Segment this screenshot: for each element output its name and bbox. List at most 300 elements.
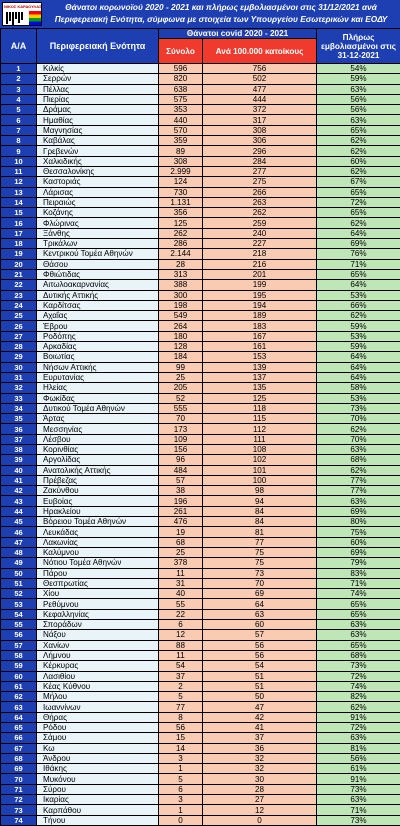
row-number: 2: [1, 74, 37, 84]
region-name: Ρόδου: [37, 723, 159, 733]
deaths-per-100k: 42: [203, 712, 317, 722]
deaths-per-100k: 84: [203, 517, 317, 527]
deaths-total: 476: [159, 517, 203, 527]
deaths-total: 54: [159, 661, 203, 671]
vaccinated-percent: 62%: [317, 311, 400, 321]
deaths-total: 308: [159, 156, 203, 166]
deaths-per-100k: 63: [203, 609, 317, 619]
table-row: [1, 311, 400, 321]
deaths-total: 56: [159, 723, 203, 733]
deaths-per-100k: 308: [203, 125, 317, 135]
table-row: [1, 486, 400, 496]
table-row: [1, 661, 400, 671]
region-name: Βοιωτίας: [37, 352, 159, 362]
deaths-total: 52: [159, 393, 203, 403]
region-name: Ζακύνθου: [37, 486, 159, 496]
deaths-per-100k: 32: [203, 764, 317, 774]
vaccinated-percent: 65%: [317, 640, 400, 650]
deaths-per-100k: 266: [203, 187, 317, 197]
deaths-total: 5: [159, 692, 203, 702]
vaccinated-percent: 76%: [317, 249, 400, 259]
deaths-per-100k: 161: [203, 342, 317, 352]
region-name: Ιωαννίνων: [37, 702, 159, 712]
vaccinated-percent: 65%: [317, 269, 400, 279]
table-row: [1, 733, 400, 743]
table-row: [1, 352, 400, 362]
region-name: Αρκαδίας: [37, 342, 159, 352]
col-header-total: Σύνολο: [159, 39, 203, 64]
table-row: [1, 146, 400, 156]
row-number: 3: [1, 84, 37, 94]
row-number: 1: [1, 64, 37, 74]
vaccinated-percent: 74%: [317, 589, 400, 599]
deaths-per-100k: 296: [203, 146, 317, 156]
deaths-per-100k: 12: [203, 805, 317, 815]
row-number: 28: [1, 342, 37, 352]
deaths-per-100k: 277: [203, 166, 317, 176]
table-row: [1, 125, 400, 135]
deaths-per-100k: 195: [203, 290, 317, 300]
table-row: [1, 269, 400, 279]
vaccinated-percent: 69%: [317, 506, 400, 516]
deaths-total: 388: [159, 280, 203, 290]
region-name: Έβρου: [37, 321, 159, 331]
row-number: 31: [1, 372, 37, 382]
vaccinated-percent: 54%: [317, 64, 400, 74]
deaths-total: 28: [159, 259, 203, 269]
vaccinated-percent: 64%: [317, 228, 400, 238]
table-row: [1, 774, 400, 784]
row-number: 63: [1, 702, 37, 712]
table-row: [1, 74, 400, 84]
region-name: Καρδίτσας: [37, 300, 159, 310]
vaccinated-percent: 56%: [317, 753, 400, 763]
deaths-total: 8: [159, 712, 203, 722]
deaths-per-100k: 32: [203, 753, 317, 763]
deaths-per-100k: 70: [203, 578, 317, 588]
vaccinated-percent: 63%: [317, 733, 400, 743]
table-row: [1, 94, 400, 104]
row-number: 33: [1, 393, 37, 403]
vaccinated-percent: 63%: [317, 84, 400, 94]
vaccinated-percent: 79%: [317, 558, 400, 568]
region-name: Κέρκυρας: [37, 661, 159, 671]
row-number: 15: [1, 208, 37, 218]
deaths-total: 264: [159, 321, 203, 331]
row-number: 37: [1, 434, 37, 444]
logo-bars: [6, 12, 23, 25]
deaths-vaccination-table: [0, 28, 400, 826]
deaths-total: 19: [159, 527, 203, 537]
deaths-total: 353: [159, 105, 203, 115]
vaccinated-percent: 59%: [317, 321, 400, 331]
deaths-per-100k: 111: [203, 434, 317, 444]
region-name: Πειραιώς: [37, 197, 159, 207]
table-row: [1, 692, 400, 702]
deaths-per-100k: 73: [203, 568, 317, 578]
vaccinated-percent: 63%: [317, 444, 400, 454]
deaths-total: 14: [159, 743, 203, 753]
region-name: Κιλκίς: [37, 64, 159, 74]
row-number: 27: [1, 331, 37, 341]
vaccinated-percent: 77%: [317, 486, 400, 496]
table-row: [1, 249, 400, 259]
deaths-per-100k: 262: [203, 208, 317, 218]
deaths-total: 198: [159, 300, 203, 310]
vaccinated-percent: 83%: [317, 568, 400, 578]
region-name: Ανατολικής Αττικής: [37, 465, 159, 475]
deaths-per-100k: 56: [203, 640, 317, 650]
row-number: 5: [1, 105, 37, 115]
deaths-total: 638: [159, 84, 203, 94]
deaths-per-100k: 115: [203, 414, 317, 424]
deaths-total: 125: [159, 218, 203, 228]
deaths-per-100k: 167: [203, 331, 317, 341]
region-name: Ηλείας: [37, 383, 159, 393]
deaths-per-100k: 100: [203, 475, 317, 485]
table-row: [1, 702, 400, 712]
deaths-per-100k: 444: [203, 94, 317, 104]
deaths-per-100k: 118: [203, 403, 317, 413]
logo-text: ΝΙΚΟΣ ΚΑΡΔΟΥΛΑΣ: [4, 4, 42, 9]
vaccinated-percent: 65%: [317, 208, 400, 218]
deaths-total: 596: [159, 64, 203, 74]
vaccinated-percent: 64%: [317, 362, 400, 372]
deaths-per-100k: 502: [203, 74, 317, 84]
row-number: 10: [1, 156, 37, 166]
deaths-per-100k: 69: [203, 589, 317, 599]
row-number: 36: [1, 424, 37, 434]
vaccinated-percent: 73%: [317, 784, 400, 794]
deaths-per-100k: 137: [203, 372, 317, 382]
region-name: Αχαΐας: [37, 311, 159, 321]
deaths-per-100k: 94: [203, 496, 317, 506]
table-row: [1, 743, 400, 753]
region-name: Ιθάκης: [37, 764, 159, 774]
deaths-total: 57: [159, 475, 203, 485]
region-name: Γρεβενών: [37, 146, 159, 156]
region-name: Χίου: [37, 589, 159, 599]
deaths-per-100k: 101: [203, 465, 317, 475]
vaccinated-percent: 65%: [317, 609, 400, 619]
deaths-per-100k: 477: [203, 84, 317, 94]
region-name: Σύρου: [37, 784, 159, 794]
table-row: [1, 342, 400, 352]
deaths-total: 262: [159, 228, 203, 238]
deaths-per-100k: 57: [203, 630, 317, 640]
row-number: 47: [1, 537, 37, 547]
row-number: 58: [1, 650, 37, 660]
table-row: [1, 455, 400, 465]
table-row: [1, 187, 400, 197]
table-row: [1, 795, 400, 805]
vaccinated-percent: 63%: [317, 620, 400, 630]
vaccinated-percent: 66%: [317, 300, 400, 310]
deaths-per-100k: 84: [203, 506, 317, 516]
deaths-total: 356: [159, 208, 203, 218]
region-name: Πάρου: [37, 568, 159, 578]
region-name: Θεσσαλονίκης: [37, 166, 159, 176]
region-name: Μυκόνου: [37, 774, 159, 784]
vaccinated-percent: 71%: [317, 578, 400, 588]
vaccinated-percent: 77%: [317, 475, 400, 485]
row-number: 26: [1, 321, 37, 331]
table-row: [1, 640, 400, 650]
vaccinated-percent: 72%: [317, 723, 400, 733]
vaccinated-percent: 82%: [317, 692, 400, 702]
deaths-total: 173: [159, 424, 203, 434]
region-name: Δυτικού Τομέα Αθηνών: [37, 403, 159, 413]
deaths-per-100k: 51: [203, 681, 317, 691]
table-row: [1, 156, 400, 166]
region-name: Δυτικής Αττικής: [37, 290, 159, 300]
deaths-total: 730: [159, 187, 203, 197]
deaths-total: 1.131: [159, 197, 203, 207]
region-name: Θεσπρωτίας: [37, 578, 159, 588]
table-row: [1, 475, 400, 485]
row-number: 9: [1, 146, 37, 156]
vaccinated-percent: 65%: [317, 599, 400, 609]
deaths-total: 261: [159, 506, 203, 516]
deaths-total: 205: [159, 383, 203, 393]
vaccinated-percent: 62%: [317, 218, 400, 228]
region-name: Πιερίας: [37, 94, 159, 104]
vaccinated-percent: 75%: [317, 527, 400, 537]
table-row: [1, 496, 400, 506]
deaths-per-100k: 0: [203, 815, 317, 825]
table-row: [1, 218, 400, 228]
table-row: [1, 753, 400, 763]
deaths-per-100k: 227: [203, 239, 317, 249]
deaths-per-100k: 216: [203, 259, 317, 269]
deaths-total: 109: [159, 434, 203, 444]
row-number: 16: [1, 218, 37, 228]
deaths-per-100k: 183: [203, 321, 317, 331]
deaths-per-100k: 37: [203, 733, 317, 743]
table-body: [1, 64, 400, 826]
table-row: [1, 403, 400, 413]
region-name: Κορινθίας: [37, 444, 159, 454]
row-number: 71: [1, 784, 37, 794]
row-number: 64: [1, 712, 37, 722]
vaccinated-percent: 56%: [317, 105, 400, 115]
table-row: [1, 228, 400, 238]
row-number: 52: [1, 589, 37, 599]
vaccinated-percent: 67%: [317, 177, 400, 187]
vaccinated-percent: 62%: [317, 465, 400, 475]
table-row: [1, 208, 400, 218]
row-number: 39: [1, 455, 37, 465]
vaccinated-percent: 72%: [317, 197, 400, 207]
deaths-per-100k: 135: [203, 383, 317, 393]
deaths-total: 11: [159, 568, 203, 578]
region-name: Νήσων Αττικής: [37, 362, 159, 372]
row-number: 29: [1, 352, 37, 362]
region-name: Άρτας: [37, 414, 159, 424]
vaccinated-percent: 64%: [317, 280, 400, 290]
vaccinated-percent: 56%: [317, 94, 400, 104]
deaths-total: 37: [159, 671, 203, 681]
deaths-total: 22: [159, 609, 203, 619]
table-row: [1, 609, 400, 619]
page-title: [44, 1, 398, 25]
deaths-per-100k: 125: [203, 393, 317, 403]
vaccinated-percent: 65%: [317, 187, 400, 197]
row-number: 70: [1, 774, 37, 784]
deaths-per-100k: 112: [203, 424, 317, 434]
region-name: Λασιθίου: [37, 671, 159, 681]
region-name: Τήνου: [37, 815, 159, 825]
region-name: Καβάλας: [37, 136, 159, 146]
row-number: 67: [1, 743, 37, 753]
table-row: [1, 681, 400, 691]
region-name: Χανίων: [37, 640, 159, 650]
region-name: Φλώρινας: [37, 218, 159, 228]
deaths-total: 484: [159, 465, 203, 475]
region-name: Θήρας: [37, 712, 159, 722]
table-row: [1, 764, 400, 774]
row-number: 13: [1, 187, 37, 197]
row-number: 38: [1, 444, 37, 454]
deaths-total: 6: [159, 784, 203, 794]
table-row: [1, 784, 400, 794]
table-row: [1, 465, 400, 475]
row-number: 55: [1, 620, 37, 630]
table-row: [1, 599, 400, 609]
deaths-per-100k: 306: [203, 136, 317, 146]
col-header-deaths-group: Θάνατοι covid 2020 - 2021: [159, 29, 317, 39]
deaths-total: 31: [159, 578, 203, 588]
row-number: 17: [1, 228, 37, 238]
deaths-total: 25: [159, 372, 203, 382]
vaccinated-percent: 73%: [317, 815, 400, 825]
table-row: [1, 414, 400, 424]
deaths-per-100k: 28: [203, 784, 317, 794]
deaths-total: 184: [159, 352, 203, 362]
vaccinated-percent: 64%: [317, 372, 400, 382]
row-number: 4: [1, 94, 37, 104]
row-number: 60: [1, 671, 37, 681]
table-row: [1, 393, 400, 403]
region-name: Ηρακλείου: [37, 506, 159, 516]
vaccinated-percent: 63%: [317, 115, 400, 125]
row-number: 43: [1, 496, 37, 506]
deaths-per-100k: 108: [203, 444, 317, 454]
deaths-total: 440: [159, 115, 203, 125]
deaths-per-100k: 199: [203, 280, 317, 290]
table-row: [1, 362, 400, 372]
region-name: Καλύμνου: [37, 547, 159, 557]
vaccinated-percent: 73%: [317, 403, 400, 413]
table-row: [1, 517, 400, 527]
row-number: 11: [1, 166, 37, 176]
table-row: [1, 537, 400, 547]
vaccinated-percent: 62%: [317, 424, 400, 434]
table-row: [1, 300, 400, 310]
region-name: Ρεθύμνου: [37, 599, 159, 609]
deaths-total: 25: [159, 547, 203, 557]
row-number: 65: [1, 723, 37, 733]
deaths-total: 196: [159, 496, 203, 506]
table-row: [1, 105, 400, 115]
row-number: 57: [1, 640, 37, 650]
deaths-total: 0: [159, 815, 203, 825]
region-name: Κω: [37, 743, 159, 753]
table-row: [1, 372, 400, 382]
deaths-total: 5: [159, 774, 203, 784]
deaths-total: 1: [159, 764, 203, 774]
row-number: 62: [1, 692, 37, 702]
row-number: 19: [1, 249, 37, 259]
deaths-per-100k: 259: [203, 218, 317, 228]
row-number: 6: [1, 115, 37, 125]
region-name: Πρέβεζας: [37, 475, 159, 485]
deaths-total: 300: [159, 290, 203, 300]
vaccinated-percent: 62%: [317, 702, 400, 712]
vaccinated-percent: 62%: [317, 146, 400, 156]
table-row: [1, 115, 400, 125]
row-number: 50: [1, 568, 37, 578]
table-row: [1, 177, 400, 187]
deaths-per-100k: 56: [203, 650, 317, 660]
deaths-total: 1: [159, 805, 203, 815]
region-name: Ροδόπης: [37, 331, 159, 341]
row-number: 68: [1, 753, 37, 763]
deaths-total: 40: [159, 589, 203, 599]
vaccinated-percent: 60%: [317, 537, 400, 547]
table-row: [1, 136, 400, 146]
table-row: [1, 321, 400, 331]
table-row: [1, 547, 400, 557]
table-row: [1, 280, 400, 290]
deaths-total: 286: [159, 239, 203, 249]
region-name: Νάξου: [37, 630, 159, 640]
deaths-per-100k: 30: [203, 774, 317, 784]
vaccinated-percent: 62%: [317, 166, 400, 176]
deaths-per-100k: 50: [203, 692, 317, 702]
region-name: Κεφαλληνίας: [37, 609, 159, 619]
region-name: Ευρυτανίας: [37, 372, 159, 382]
deaths-per-100k: 51: [203, 671, 317, 681]
vaccinated-percent: 81%: [317, 743, 400, 753]
table-row: [1, 84, 400, 94]
col-header-vaccinated: Πλήρως εμβολιασμένοι στις 31-12-2021: [317, 29, 400, 64]
table-row: [1, 671, 400, 681]
deaths-total: 570: [159, 125, 203, 135]
table-row: [1, 630, 400, 640]
vaccinated-percent: 71%: [317, 259, 400, 269]
region-name: Αιτωλοακαρνανίας: [37, 280, 159, 290]
row-number: 74: [1, 815, 37, 825]
vaccinated-percent: 69%: [317, 239, 400, 249]
table-row: [1, 527, 400, 537]
row-number: 7: [1, 125, 37, 135]
deaths-total: 2.144: [159, 249, 203, 259]
table-row: [1, 805, 400, 815]
vaccinated-percent: 63%: [317, 630, 400, 640]
title-line-2: Περιφερειακή Ενότητα, σύμφωνα με στοιχεία των Υπουργείου Εσωτερικών και ΕΟΔΥ: [44, 13, 398, 25]
table-row: [1, 383, 400, 393]
author-logo: [2, 2, 42, 26]
row-number: 32: [1, 383, 37, 393]
vaccinated-percent: 61%: [317, 764, 400, 774]
region-name: Μαγνησίας: [37, 125, 159, 135]
deaths-total: 3: [159, 795, 203, 805]
deaths-total: 128: [159, 342, 203, 352]
vaccinated-percent: 70%: [317, 414, 400, 424]
table-row: [1, 64, 400, 74]
region-name: Λήμνου: [37, 650, 159, 660]
